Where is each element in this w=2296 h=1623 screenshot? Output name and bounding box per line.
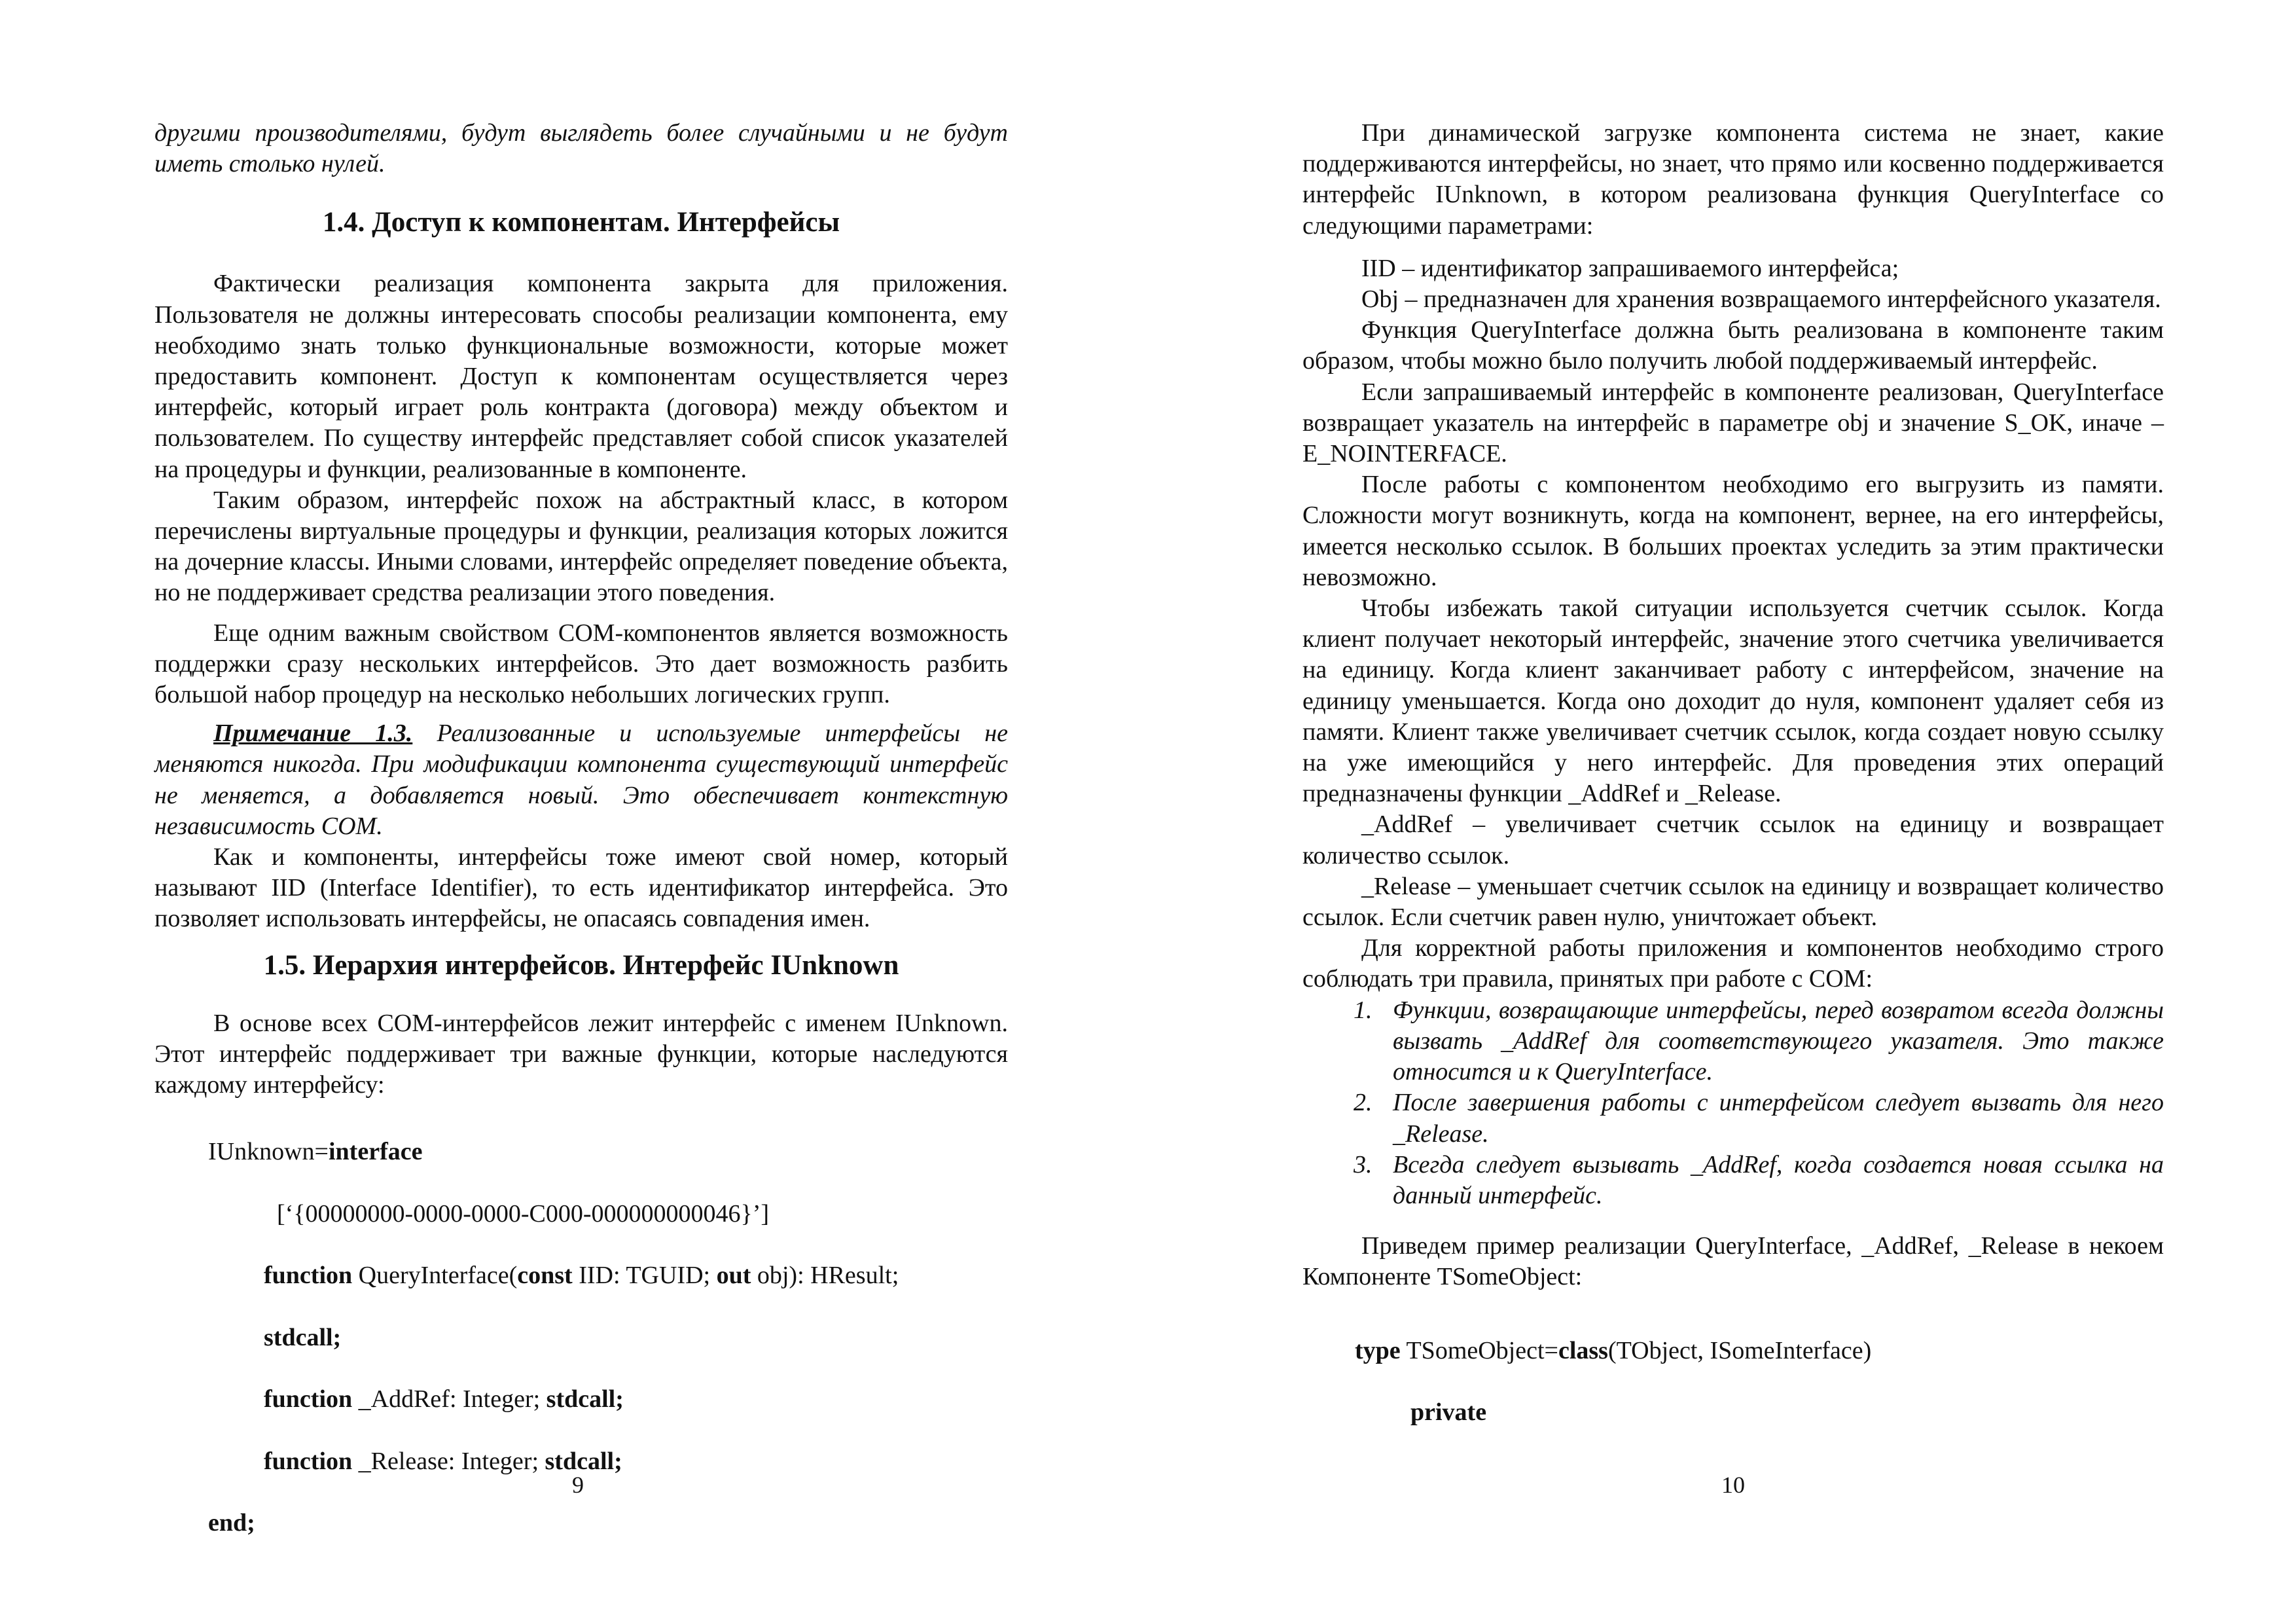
code-line — [208, 1446, 1008, 1477]
code-text: [‘{00000000-0000-0000-C000-000000000046}’] — [277, 1199, 770, 1228]
rule-item — [1354, 1087, 2164, 1149]
code-keyword: interface — [328, 1138, 423, 1166]
code-keyword: function — [264, 1385, 353, 1413]
rule-number: 3. — [1354, 1150, 1372, 1178]
rule-number: 2. — [1354, 1089, 1372, 1117]
code-keyword: const — [517, 1262, 573, 1290]
rule-item — [1354, 1150, 2164, 1211]
code-line — [208, 1260, 1008, 1291]
code-keyword: class — [1558, 1336, 1608, 1364]
heading-1-5: 1.5. Иерархия интерфейсов. Интерфейс IUnknown — [263, 949, 899, 981]
page-number-right: 10 — [1721, 1472, 1745, 1498]
code-text: _Release: Integer; — [352, 1447, 545, 1475]
continuation-text: другими производителями, будут выглядеть более случайными и не будут иметь столько нулей. — [154, 119, 1008, 178]
code-keyword: type — [1355, 1336, 1401, 1364]
code-line — [208, 1508, 1008, 1539]
code-text: QueryInterface( — [352, 1262, 518, 1290]
code-line — [208, 1322, 1008, 1353]
rule-item — [1354, 995, 2164, 1088]
rule-text: После завершения работы с интерфейсом следует вызвать для него _Release. — [1393, 1089, 2164, 1148]
code-block-iunknown — [154, 1106, 1008, 1600]
code-keyword: end; — [208, 1508, 255, 1537]
code-keyword: function — [264, 1447, 353, 1475]
paragraph: Чтобы избежать такой ситуации используется счетчик ссылок. Когда клиент получает некоторый интерфейс, значение этого счетчика увеличивается на единицу. Когда клиент заканчивает работу с интерфейсом, значение на единицу уменьшается. Когда оно доходит до нуля, компонент удаляет себя из памяти. Клиент также увеличивает счетчик ссылок, когда создает новую ссылку на уже имеющийся у него интерфейс. Для проведения этих операций предназначены функции _AddRef и _Release. — [1302, 594, 2164, 808]
code-line — [208, 1199, 1008, 1230]
note-1-3 — [154, 718, 1008, 842]
rules-list — [1302, 995, 2164, 1211]
paragraph: После работы с компонентом необходимо его выгрузить из памяти. Сложности могут возникнуть, когда на компонент, вернее, на его интерфейсы, имеется несколько ссылок. В больших проектах уследить за этим практически невозможно. — [1302, 471, 2164, 591]
heading-1-4: 1.4. Доступ к компонентам. Интерфейсы — [322, 207, 840, 238]
paragraph: _AddRef – увеличивает счетчик ссылок на единицу и возвращает количество ссылок. — [1302, 811, 2164, 869]
code-text: IUnknown= — [208, 1138, 329, 1166]
left-page-column — [154, 118, 1008, 1601]
paragraph: В основе всех COM-интерфейсов лежит интерфейс с именем IUnknown. Этот интерфейс поддерживает три важные функции, которые наследуются каждому интерфейсу: — [154, 1009, 1008, 1099]
paragraph: Таким образом, интерфейс похож на абстрактный класс, в котором перечислены виртуальные процедуры и функции, реализация которых ложится на дочерние классы. Иными словами, интерфейс определяет поведение объекта, но не поддерживает средства реализации этого поведения. — [154, 486, 1008, 607]
code-text: (TObject, ISomeInterface) — [1607, 1336, 1872, 1364]
code-block-tsomeobject — [1302, 1305, 2164, 1490]
note-text: Реализованные и используемые интерфейсы не меняются никогда. При модификации компонента существующий интерфейс не меняется, а добавляется новый. Это обеспечивает контекстную независимость COM. — [154, 720, 1009, 840]
paragraph: При динамической загрузке компонента система не знает, какие поддерживаются интерфейсы, но знает, что прямо или косвенно поддерживается интерфейс IUnknown, в котором реализована функция QueryInterface со следующими параметрами: — [1302, 119, 2164, 240]
code-keyword: out — [716, 1262, 751, 1290]
code-keyword: stdcall; — [546, 1385, 624, 1413]
paragraph: Как и компоненты, интерфейсы тоже имеют свой номер, который называют IID (Interface Identifier), то есть идентификатор интерфейса. Это позволяет использовать интерфейсы, не опасаясь совпадения имен. — [154, 843, 1008, 933]
paragraph: Функция QueryInterface должна быть реализована в компоненте таким образом, чтобы можно было получить любой поддерживаемый интерфейс. — [1302, 316, 2164, 375]
code-keyword: stdcall; — [264, 1323, 342, 1351]
code-line — [208, 1384, 1008, 1415]
code-line — [1355, 1336, 2164, 1366]
code-keyword: private — [1410, 1398, 1487, 1427]
param-iid: IID – идентификатор запрашиваемого интерфейса; — [1361, 254, 1899, 282]
page-number-left: 9 — [572, 1472, 584, 1498]
code-text: obj): HResult; — [751, 1262, 899, 1290]
param-obj: Obj – предназначен для хранения возвращаемого интерфейсного указателя. — [1361, 285, 2161, 314]
right-page-column — [1302, 118, 2164, 1490]
rule-text: Функции, возвращающие интерфейсы, перед возвратом всегда должны вызвать _AddRef для соответствующего указателя. Это также относится и к QueryInterface. — [1393, 996, 2164, 1086]
code-text: _AddRef: Integer; — [352, 1385, 547, 1413]
rule-text: Всегда следует вызывать _AddRef, когда создается новая ссылка на данный интерфейс. — [1393, 1150, 2164, 1209]
paragraph: Фактически реализация компонента закрыта для приложения. Пользователя не должны интересовать способы реализации компонента, ему необходимо знать только функциональные возможности, которые может предоставить компонент. Доступ к компонентам осуществляется через интерфейс, который играет роль контракта (договора) между объектом и пользователем. По существу интерфейс представляет собой список указателей на процедуры и функции, реализованные в компоненте. — [154, 270, 1008, 483]
code-text: TSomeObject= — [1400, 1336, 1558, 1364]
code-text: IID: TGUID; — [572, 1262, 717, 1290]
paragraph: _Release – уменьшает счетчик ссылок на единицу и возвращает количество ссылок. Если счетчик равен нулю, уничтожает объект. — [1302, 872, 2164, 932]
paragraph: Еще одним важным свойством COM-компонентов является возможность поддержки сразу нескольких интерфейсов. Это дает возможность разбить большой набор процедур на несколько небольших логических групп. — [154, 619, 1008, 709]
code-keyword: stdcall; — [545, 1447, 622, 1475]
paragraph: Приведем пример реализации QueryInterface, _AddRef, _Release в некоем Компоненте TSomeObject: — [1302, 1232, 2164, 1291]
code-keyword: function — [264, 1262, 353, 1290]
code-line — [208, 1137, 1008, 1167]
rule-number: 1. — [1354, 996, 1372, 1024]
paragraph: Если запрашиваемый интерфейс в компоненте реализован, QueryInterface возвращает указатель на интерфейс в параметре obj и значение S_OK, иначе – E_NOINTERFACE. — [1302, 378, 2164, 468]
code-line — [1355, 1397, 2164, 1428]
paragraph: Для корректной работы приложения и компонентов необходимо строго соблюдать три правила, принятых при работе с COM: — [1302, 934, 2164, 993]
note-label: Примечание 1.3. — [213, 720, 413, 748]
